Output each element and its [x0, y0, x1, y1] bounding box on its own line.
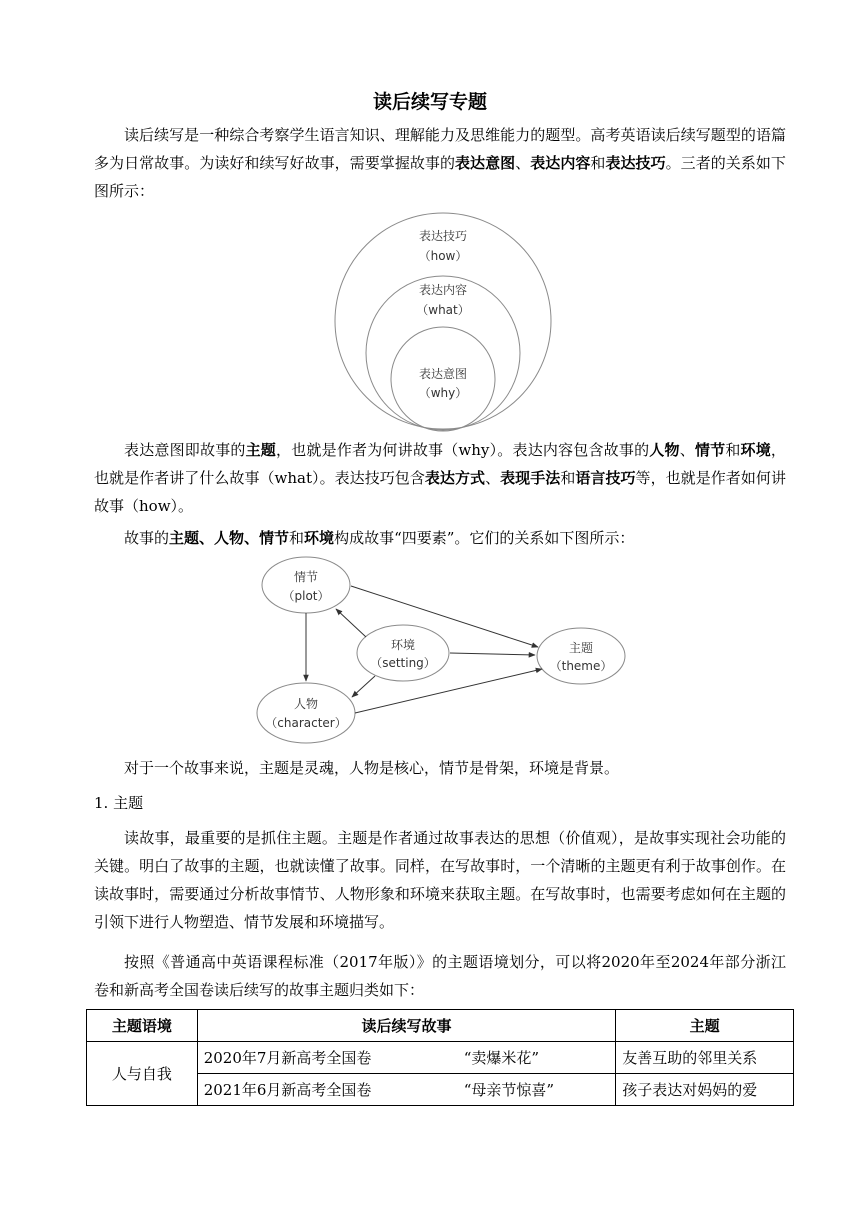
table-header: 主题 — [616, 1010, 794, 1042]
arrow-setting-to-character — [352, 676, 375, 697]
plot-node — [262, 557, 350, 613]
outer-circle-sub: （how） — [418, 249, 468, 263]
theme-label: 主题 — [568, 641, 594, 655]
middle-circle-label: 表达内容 — [418, 283, 468, 297]
table-header: 读后续写故事 — [197, 1010, 616, 1042]
table-cell-story: 2020年7月新高考全国卷 “卖爆米花” — [197, 1042, 616, 1074]
page-title: 读后续写专题 — [372, 91, 487, 113]
table-group-cell: 人与自我 — [87, 1042, 198, 1106]
table-header: 主题语境 — [87, 1010, 198, 1042]
character-sub: （character） — [265, 716, 347, 730]
inner-circle-sub: （why） — [418, 386, 468, 400]
intro-paragraph: 读后续写是一种综合考察学生语言知识、理解能力及思维能力的题型。高考英语读后续写题型的语篇多为日常故事。为读好和续写好故事，需要掌握故事的表达意图、表达内容和表达技巧。三者的关系如下图所示： — [94, 126, 786, 200]
setting-sub: （setting） — [370, 656, 436, 670]
theme-node — [537, 628, 625, 684]
story-elements-diagram — [0, 555, 860, 755]
theme-table — [86, 1009, 794, 1106]
theme-paragraph: 读故事，最重要的是抓住主题。主题是作者通过故事表达的思想（价值观），是故事实现社会功能的关键。明白了故事的主题，也就读懂了故事。同样，在写故事时，一个清晰的主题更有利于故事创作。在读故事时，需要通过分析故事情节、人物形象和环境来获取主题。在写故事时，也需要考虑如何在主题的引领下进行人物塑造、情节发展和环境描写。 — [94, 829, 786, 931]
table-cell-story: 2021年6月新高考全国卷 “母亲节惊喜” — [197, 1074, 616, 1106]
middle-circle — [366, 276, 520, 430]
outer-circle-label: 表达技巧 — [418, 229, 468, 243]
metaphor-paragraph: 对于一个故事来说，主题是灵魂，人物是核心，情节是骨架，环境是背景。 — [124, 759, 620, 777]
four-elements-paragraph: 故事的主题、人物、情节和环境构成故事“四要素”。它们的关系如下图所示： — [124, 529, 635, 547]
table-row — [87, 1042, 794, 1074]
plot-sub: （plot） — [282, 589, 330, 603]
character-label: 人物 — [293, 697, 319, 711]
character-node — [257, 683, 355, 743]
table-header-row — [87, 1010, 794, 1042]
table-cell-theme: 友善互助的邻里关系 — [616, 1042, 794, 1074]
arrow-setting-to-theme — [450, 653, 535, 655]
classification-paragraph: 按照《普通高中英语课程标准（2017年版）》的主题语境划分，可以将2020年至2024年部分浙江卷和新高考全国卷读后续写的故事主题归类如下： — [94, 953, 786, 999]
setting-node — [357, 625, 449, 681]
nested-circles-diagram — [0, 208, 860, 438]
inner-circle-label: 表达意图 — [418, 367, 468, 381]
setting-label: 环境 — [390, 638, 416, 652]
arrow-plot-to-theme — [351, 586, 538, 647]
arrow-setting-to-plot — [336, 609, 366, 637]
arrow-character-to-theme — [355, 669, 542, 713]
theme-sub: （theme） — [549, 659, 613, 673]
plot-label: 情节 — [293, 570, 319, 584]
table-cell-theme: 孩子表达对妈妈的爱 — [616, 1074, 794, 1106]
intent-content-paragraph: 表达意图即故事的主题，也就是作者为何讲故事（why）。表达内容包含故事的人物、情节和环境，也就是作者讲了什么故事（what）。表达技巧包含表达方式、表现手法和语言技巧等，也就是作者如何讲故事（how）。 — [94, 441, 786, 515]
section-heading-theme: 1. 主题 — [94, 794, 144, 812]
middle-circle-sub: （what） — [416, 303, 470, 317]
